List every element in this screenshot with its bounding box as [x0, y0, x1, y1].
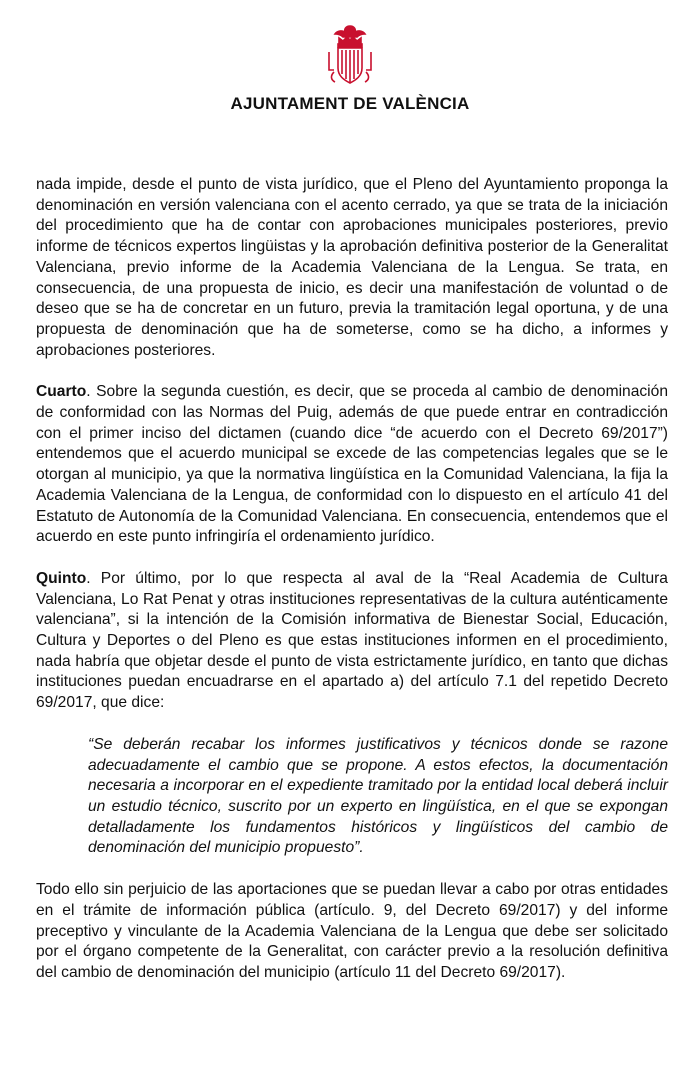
section-heading-cuarto: Cuarto: [36, 383, 87, 401]
paragraph-continuation: [36, 175, 668, 361]
document-body: [36, 175, 668, 1005]
paragraph-quinto: [36, 569, 668, 714]
city-coat-of-arms-icon: [321, 22, 379, 88]
paragraph-text: . Por último, por lo que respecta al aval de la “Real Academia de Cultura Valenciana, Lo Rat Penat y otras instituciones representativas de la cultura auténticamente valenciana”, si la intención de la Comisión informativa de Bienestar Social, Educación, Cultura y Deportes o del Pleno es que estas instituciones informen en el procedimiento, nada habría que objetar desde el punto de vista estrictamente jurídico, en tanto que dichas instituciones puedan encuadrarse en el apartado a) del artículo 7.1 del repetido Decreto 69/2017, que dice:: [36, 569, 668, 712]
paragraph-text: nada impide, desde el punto de vista jurídico, que el Pleno del Ayuntamiento proponga la denominación en versión valenciana con el acento cerrado, ya que se trata de la iniciación del procedimiento que ha de contar con aprobaciones municipales posteriores, previo informe de técnicos expertos lingüistas y la aprobación definitiva posterior de la Generalitat Valenciana, previo informe de la Academia Valenciana de la Lengua. Se trata, en consecuencia, de una propuesta de inicio, es decir una manifestación de voluntad o de deseo que se ha de concretar en un futuro, previa la tramitación legal oportuna, y de una propuesta de denominación que ha de someterse, como se ha dicho, a informes y aprobaciones posteriores.: [36, 176, 668, 359]
block-quote: “Se deberán recabar los informes justificativos y técnicos donde se razone adecuadamente el cambio que se propone. A estos efectos, la documentación necesaria a incorporar en el expediente tramitado por la entidad local deberá incluir un estudio técnico, suscrito por un experto en lingüística, en el que se expongan detalladamente los fundamentos históricos y lingüísticos del cambio de denominación del municipio propuesto”.: [88, 735, 668, 857]
organization-name: AJUNTAMENT DE VALÈNCIA: [230, 94, 470, 113]
paragraph-text: . Sobre la segunda cuestión, es decir, que se proceda al cambio de denominación de conformidad con las Normas del Puig, además de que puede entrar en contradicción con el primer inciso del dictamen (cuando dice “de acuerdo con el Decreto 69/2017”) entendemos que el acuerdo municipal se excede de las competencias legales que se le otorgan al municipio, ya que la normativa lingüística en la Comunidad Valenciana, la fija la Academia Valenciana de la Lengua, de conformidad con lo dispuesto en el artículo 41 del Estatuto de Autonomía de la Comunidad Valenciana. En consecuencia, entendemos que el acuerdo en este punto infringiría el ordenamiento jurídico.: [36, 383, 668, 546]
section-heading-quinto: Quinto: [36, 569, 87, 587]
letterhead: [0, 22, 700, 114]
paragraph-cuarto: [36, 382, 668, 548]
closing-paragraph: Todo ello sin perjuicio de las aportaciones que se puedan llevar a cabo por otras entidades en el trámite de información pública (artículo. 9, del Decreto 69/2017) y del informe preceptivo y vinculante de la Academia Valenciana de la Lengua que debe ser solicitado por el órgano competente de la Generalitat, con carácter previo a la resolución definitiva del cambio de denominación del municipio (artículo 11 del Decreto 69/2017).: [36, 881, 668, 981]
